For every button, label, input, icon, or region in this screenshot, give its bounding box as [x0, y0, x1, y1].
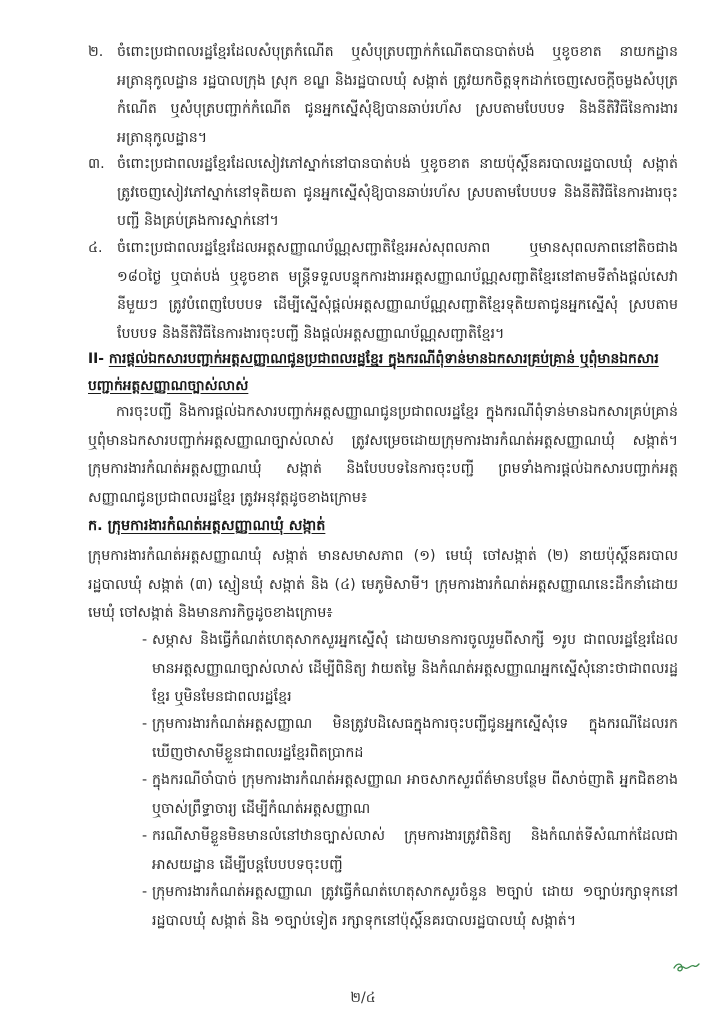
paragraph-text: ក្រុមការងារកំណត់អត្តសញ្ញាណឃុំ សង្កាត់ មានសមាសភាព (១) មេឃុំ ចៅសង្កាត់ (២) នាយប៉ុស្តិ៍នគរបាលរដ្ឋបាលឃុំ សង្កាត់ (៣) ស្មៀនឃុំ សង្កាត់ និង (៤) មេភូមិសាមី។ ក្រុមការងារកំណត់អត្តសញ្ញាណនេះដឹកនាំដោយ មេឃុំ ចៅសង្កាត់ និងមានភារកិច្ចដូចខាងក្រោម៖	[88, 548, 678, 621]
paragraph-text: ការចុះបញ្ជី និងការផ្តល់ឯកសារបញ្ជាក់អត្តសញ្ញាណជូនប្រជាពលរដ្ឋខ្មែរ ក្នុងករណីពុំទាន់មានឯកសារគ្រប់គ្រាន់ ឬពុំមានឯកសារបញ្ជាក់អត្តសញ្ញាណច្បាស់លាស់ ត្រូវសម្រេចដោយក្រុមការងារកំណត់អត្តសញ្ញាណឃុំ សង្កាត់។ ក្រុមការងារកំណត់អត្តសញ្ញាណឃុំ សង្កាត់ និងបែបបទនៃការចុះបញ្ជី ព្រមទាំងការផ្តល់ឯកសារបញ្ជាក់អត្តសញ្ញាណជូនប្រជាពលរដ្ឋខ្មែរ ត្រូវអនុវត្តដូចខាងក្រោម៖	[88, 404, 678, 506]
numbered-item-4	[88, 234, 678, 348]
item-number: ២.	[88, 44, 104, 60]
subsection-a-paragraph	[88, 542, 678, 628]
subsection-a-heading	[88, 512, 488, 540]
section-ii-heading	[88, 346, 678, 400]
item-text: ចំពោះប្រជាពលរដ្ឋខ្មែរដែលសំបុត្រកំណើត ឬសំបុត្របញ្ជាក់កំណើតបានបាត់បង់ ឬខូចខាត នាយកដ្ឋានអត្រានុកូលដ្ឋាន រដ្ឋបាលក្រុង ស្រុក ខណ្ឌ និងរដ្ឋបាលឃុំ សង្កាត់ ត្រូវយកចិត្តទុកដាក់ចេញសេចក្តីចម្លងសំបុត្រកំណើត ឬសំបុត្របញ្ជាក់កំណើត ជូនអ្នកស្នើសុំឱ្យបានឆាប់រហ័ស ស្របតាមបែបបទ និងនីតិវិធីនៃការងារអត្រានុកូលដ្ឋាន។	[117, 44, 678, 146]
subsection-title: ក្រុមការងារកំណត់អត្តសញ្ញាណឃុំ សង្កាត់	[107, 518, 326, 534]
item-text: ចំពោះប្រជាពលរដ្ឋខ្មែរដែលអត្តសញ្ញាណប័ណ្ណសញ្ជាតិខ្មែរអស់សុពលភាព ឬមានសុពលភាពនៅតិចជាង ១៨០ថ្ងៃ ឬបាត់បង់ ឬខូចខាត មន្ត្រីទទួលបន្ទុកការងារអត្តសញ្ញាណប័ណ្ណសញ្ជាតិខ្មែរនៅតាមទីតាំងផ្តល់សេវានីមួយៗ ត្រូវបំពេញបែបបទ ដើម្បីស្នើសុំផ្តល់អត្តសញ្ញាណប័ណ្ណសញ្ជាតិខ្មែរទុតិយតាជូនអ្នកស្នើសុំ ស្របតាមបែបបទ និងនីតិវិធីនៃការងារចុះបញ្ជី និងផ្តល់អត្តសញ្ញាណប័ណ្ណសញ្ជាតិខ្មែរ។	[117, 240, 678, 342]
item-number: ៤.	[88, 240, 103, 256]
numbered-item-2	[88, 38, 678, 152]
subsection-label: ក.	[88, 518, 103, 534]
section-ii-paragraph	[88, 398, 678, 512]
item-text: ចំពោះប្រជាពលរដ្ឋខ្មែរដែលសៀវភៅស្នាក់នៅបានបាត់បង់ ឬខូចខាត នាយប៉ុស្តិ៍នគរបាលរដ្ឋបាលឃុំ សង្កាត់ ត្រូវចេញសៀវភៅស្នាក់នៅទុតិយតា ជូនអ្នកស្នើសុំឱ្យបានឆាប់រហ័ស ស្របតាមបែបបទ និងនីតិវិធីនៃការងារចុះបញ្ជី និងគ្រប់គ្រងការស្នាក់នៅ។	[117, 156, 678, 229]
section-label: II-	[88, 351, 104, 367]
item-number: ៣.	[88, 156, 105, 172]
bullet-item: - ក្នុងករណីចាំបាច់ ក្រុមការងារកំណត់អត្តសញ្ញាណ អាចសាកសួរព័ត៌មានបន្ថែម ពីសាច់ញាតិ អ្នកជិតខាង ឬចាស់ព្រឹទ្ធាចារ្យ ដើម្បីកំណត់អត្តសញ្ញាណ	[142, 766, 678, 823]
bullet-text: ក្នុងករណីចាំបាច់ ក្រុមការងារកំណត់អត្តសញ្ញាណ អាចសាកសួរព័ត៌មានបន្ថែម ពីសាច់ញាតិ អ្នកជិតខាង ឬចាស់ព្រឹទ្ធាចារ្យ ដើម្បីកំណត់អត្តសញ្ញាណ	[152, 772, 678, 817]
bullet-text: ករណីសាមីខ្លួនមិនមានលំនៅឋានច្បាស់លាស់ ក្រុមការងារត្រូវពិនិត្យ និងកំណត់ទីសំណាក់ដែលជាអាសយដ្ឋាន ដើម្បីបន្តបែបបទចុះបញ្ជី	[152, 828, 678, 873]
bullet-item: - ករណីសាមីខ្លួនមិនមានលំនៅឋានច្បាស់លាស់ ក្រុមការងារត្រូវពិនិត្យ និងកំណត់ទីសំណាក់ដែលជាអាសយដ្ឋាន ដើម្បីបន្តបែបបទចុះបញ្ជី	[142, 822, 678, 879]
bullet-item: - ក្រុមការងារកំណត់អត្តសញ្ញាណ ត្រូវធ្វើកំណត់ហេតុសាកសួរចំនួន ២ច្បាប់ ដោយ ១ច្បាប់រក្សាទុកនៅរដ្ឋបាលឃុំ សង្កាត់ និង ១ច្បាប់ទៀត រក្សាទុកនៅប៉ុស្តិ៍នគរបាលរដ្ឋបាលឃុំ សង្កាត់។	[142, 878, 678, 935]
numbered-item-3	[88, 150, 678, 236]
page-number: ២/៤	[350, 990, 376, 1006]
section-title: ការផ្តល់ឯកសារបញ្ជាក់អត្តសញ្ញាណជូនប្រជាពលរដ្ឋខ្មែរ ក្នុងករណីពុំទាន់មានឯកសារគ្រប់គ្រាន់ ឬពុំមានឯកសារបញ្ជាក់អត្តសញ្ញាណច្បាស់លាស់	[88, 351, 659, 394]
bullet-item: - ក្រុមការងារកំណត់អត្តសញ្ញាណ មិនត្រូវបដិសេធក្នុងការចុះបញ្ជីជូនអ្នកស្នើសុំទេ ក្នុងករណីដែលរកឃើញថាសាមីខ្លួនជាពលរដ្ឋខ្មែរពិតប្រាកដ	[142, 710, 678, 767]
bullet-text: សម្ភាស និងធ្វើកំណត់ហេតុសាកសួរអ្នកស្នើសុំ ដោយមានការចូលរួមពីសាក្សី ១រូប ជាពលរដ្ឋខ្មែរដែលមានអត្តសញ្ញាណច្បាស់លាស់ ដើម្បីពិនិត្យ វាយតម្លៃ និងកំណត់អត្តសញ្ញាណអ្នកស្នើសុំនោះថាជាពលរដ្ឋខ្មែរ ឬមិនមែនជាពលរដ្ឋខ្មែរ	[152, 632, 678, 705]
bullet-item: - សម្ភាស និងធ្វើកំណត់ហេតុសាកសួរអ្នកស្នើសុំ ដោយមានការចូលរួមពីសាក្សី ១រូប ជាពលរដ្ឋខ្មែរដែលមានអត្តសញ្ញាណច្បាស់លាស់ ដើម្បីពិនិត្យ វាយតម្លៃ និងកំណត់អត្តសញ្ញាណអ្នកស្នើសុំនោះថាជាពលរដ្ឋខ្មែរ ឬមិនមែនជាពលរដ្ឋខ្មែរ	[142, 626, 678, 712]
bullet-text: ក្រុមការងារកំណត់អត្តសញ្ញាណ ត្រូវធ្វើកំណត់ហេតុសាកសួរចំនួន ២ច្បាប់ ដោយ ១ច្បាប់រក្សាទុកនៅរដ្ឋបាលឃុំ សង្កាត់ និង ១ច្បាប់ទៀត រក្សាទុកនៅប៉ុស្តិ៍នគរបាលរដ្ឋបាលឃុំ សង្កាត់។	[152, 884, 678, 929]
bullet-text: ក្រុមការងារកំណត់អត្តសញ្ញាណ មិនត្រូវបដិសេធក្នុងការចុះបញ្ជីជូនអ្នកស្នើសុំទេ ក្នុងករណីដែលរកឃើញថាសាមីខ្លួនជាពលរដ្ឋខ្មែរពិតប្រាកដ	[152, 716, 678, 761]
handwritten-initial-icon	[672, 960, 700, 974]
